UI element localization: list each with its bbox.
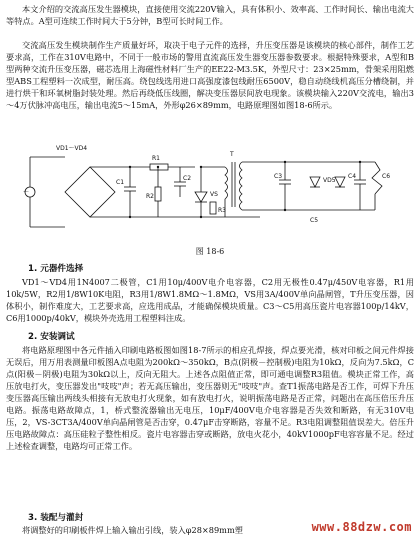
circuit-diagram — [20, 132, 400, 242]
section-heading-assembly: 3. 装配与灌封 — [28, 513, 84, 523]
site-watermark: www.88dzw.com — [311, 520, 412, 534]
label-c5: C5 — [310, 217, 319, 224]
label-r2: R2 — [146, 193, 154, 200]
paragraph-install: 将电路原理图中各元件插入印刷电路板图如图18-7所示的相应孔焊接，焊点要光滑，核对印板之间元件焊接无误后，用万用表测量印板图A点电阻为200kΩ～350kΩ，B点(阴极－控制极)电阻为10kΩ，反向为7.5kΩ，C点(阳极－阴极)电阻为30kΩ以上，反向无阻大。上述各点阻值正常，即可通电调整R3阻值。模块正常工作，高压放电打火，变压器发出"吱吱"声；若无高压输出，变压器则无"吱吱"声。查T1振荡电路是否工作，可焊下升压变压器高压输出两线头相接有无放电打火现象，如有放电打火，说明振荡电路是否正常，问题出在高压倍压升压电路。振荡电路故障点，1，桥式整流器输出无电压，10μF/400V电介电容器是否失效和断路，有无310V电压，2，VS-3CT3A/400V单向晶闸管是否击穿，0.47μF击穿断路，容量不足。R3电阻调整阻值误差大。倍压升压电路故障点：高压硅粒子整性相反。瓷片电容器击穿或断路，放电火花小，40kV1000pF电容容量不足。经过上述检查调整，电路均可正常工作。 — [6, 345, 414, 451]
label-c6: C6 — [382, 173, 391, 180]
label-c3: C3 — [274, 173, 283, 180]
section-heading-components: 1. 元器件选择 — [28, 264, 84, 274]
paragraph-intro: 本文介绍的交流高压发生器模块，直接使用交流220V输入，具有体积小、效率高、工作时间长、输出电流大等特点。A型可连续工作时间大于5分钟，B型可长时间工作。 — [6, 4, 414, 26]
paragraph-description: 交流高压发生模块制作生产质量好坏，取决于电子元件的选择，升压变压器是该模块的核心部件，制作工艺要求高，工作在310V电路中，不同于一般市场的警用直流高压发生器变压器参数要求。根据特殊要求，A型和B型两种交流升压变压器，磁芯选用上海磁性材料厂生产的EE22-M3.5K，外型尺寸：23×25mm，骨架采用阻燃型ABS工程塑料一次成型，耐压高。绕包线选用进口高强度漆包线耐压6500V，稳自动绕线机高压分槽绕制，并进行烘干和环氧树脂封装处理。然后再绕低压线圈，解决变压器层间放电现象。该模块输入220V交流电，输出3～4万伏脉冲高电压，输出电流5～15mA，外形φ26×89mm，电路原理图如图18-6所示。 — [6, 40, 414, 110]
label-r3: R3 — [218, 207, 226, 214]
label-c2: C2 — [183, 175, 192, 182]
figure-caption: 图 18-6 — [195, 247, 225, 256]
label-t: T — [230, 151, 234, 158]
label-c1: C1 — [116, 179, 125, 186]
label-ac-input: ～ — [23, 189, 30, 196]
label-vs: VS — [210, 191, 218, 198]
paragraph-assembly: 将调整好的印刷板件焊上输入输出引线，装入φ28×89mm塑 — [22, 525, 243, 535]
label-c4: C4 — [348, 173, 357, 180]
label-vd1-vd4: VD1～VD4 — [56, 145, 88, 152]
paragraph-components: VD1～VD4用1N4007二极管，C1用10μ/400V电介电容器，C2用无极性0.47μ/450V电容器，R1用10k/5W，R2用1/8W10K电阻，R3用1/8W1.8MΩ～1.8MΩ，VS用3A/400V单向晶闸管，T升压变压器，因体积小，制作难度大，工艺要求高，应选用成品，才能确保模块质量。C3～C5用高压瓷片电容器100p/14kV，C6用1000p/40kV，模块外壳选用工程塑料注成。 — [6, 277, 414, 323]
label-vd5: VD5 — [323, 177, 336, 184]
section-heading-install: 2. 安装调试 — [28, 332, 75, 342]
label-r1: R1 — [152, 155, 160, 162]
